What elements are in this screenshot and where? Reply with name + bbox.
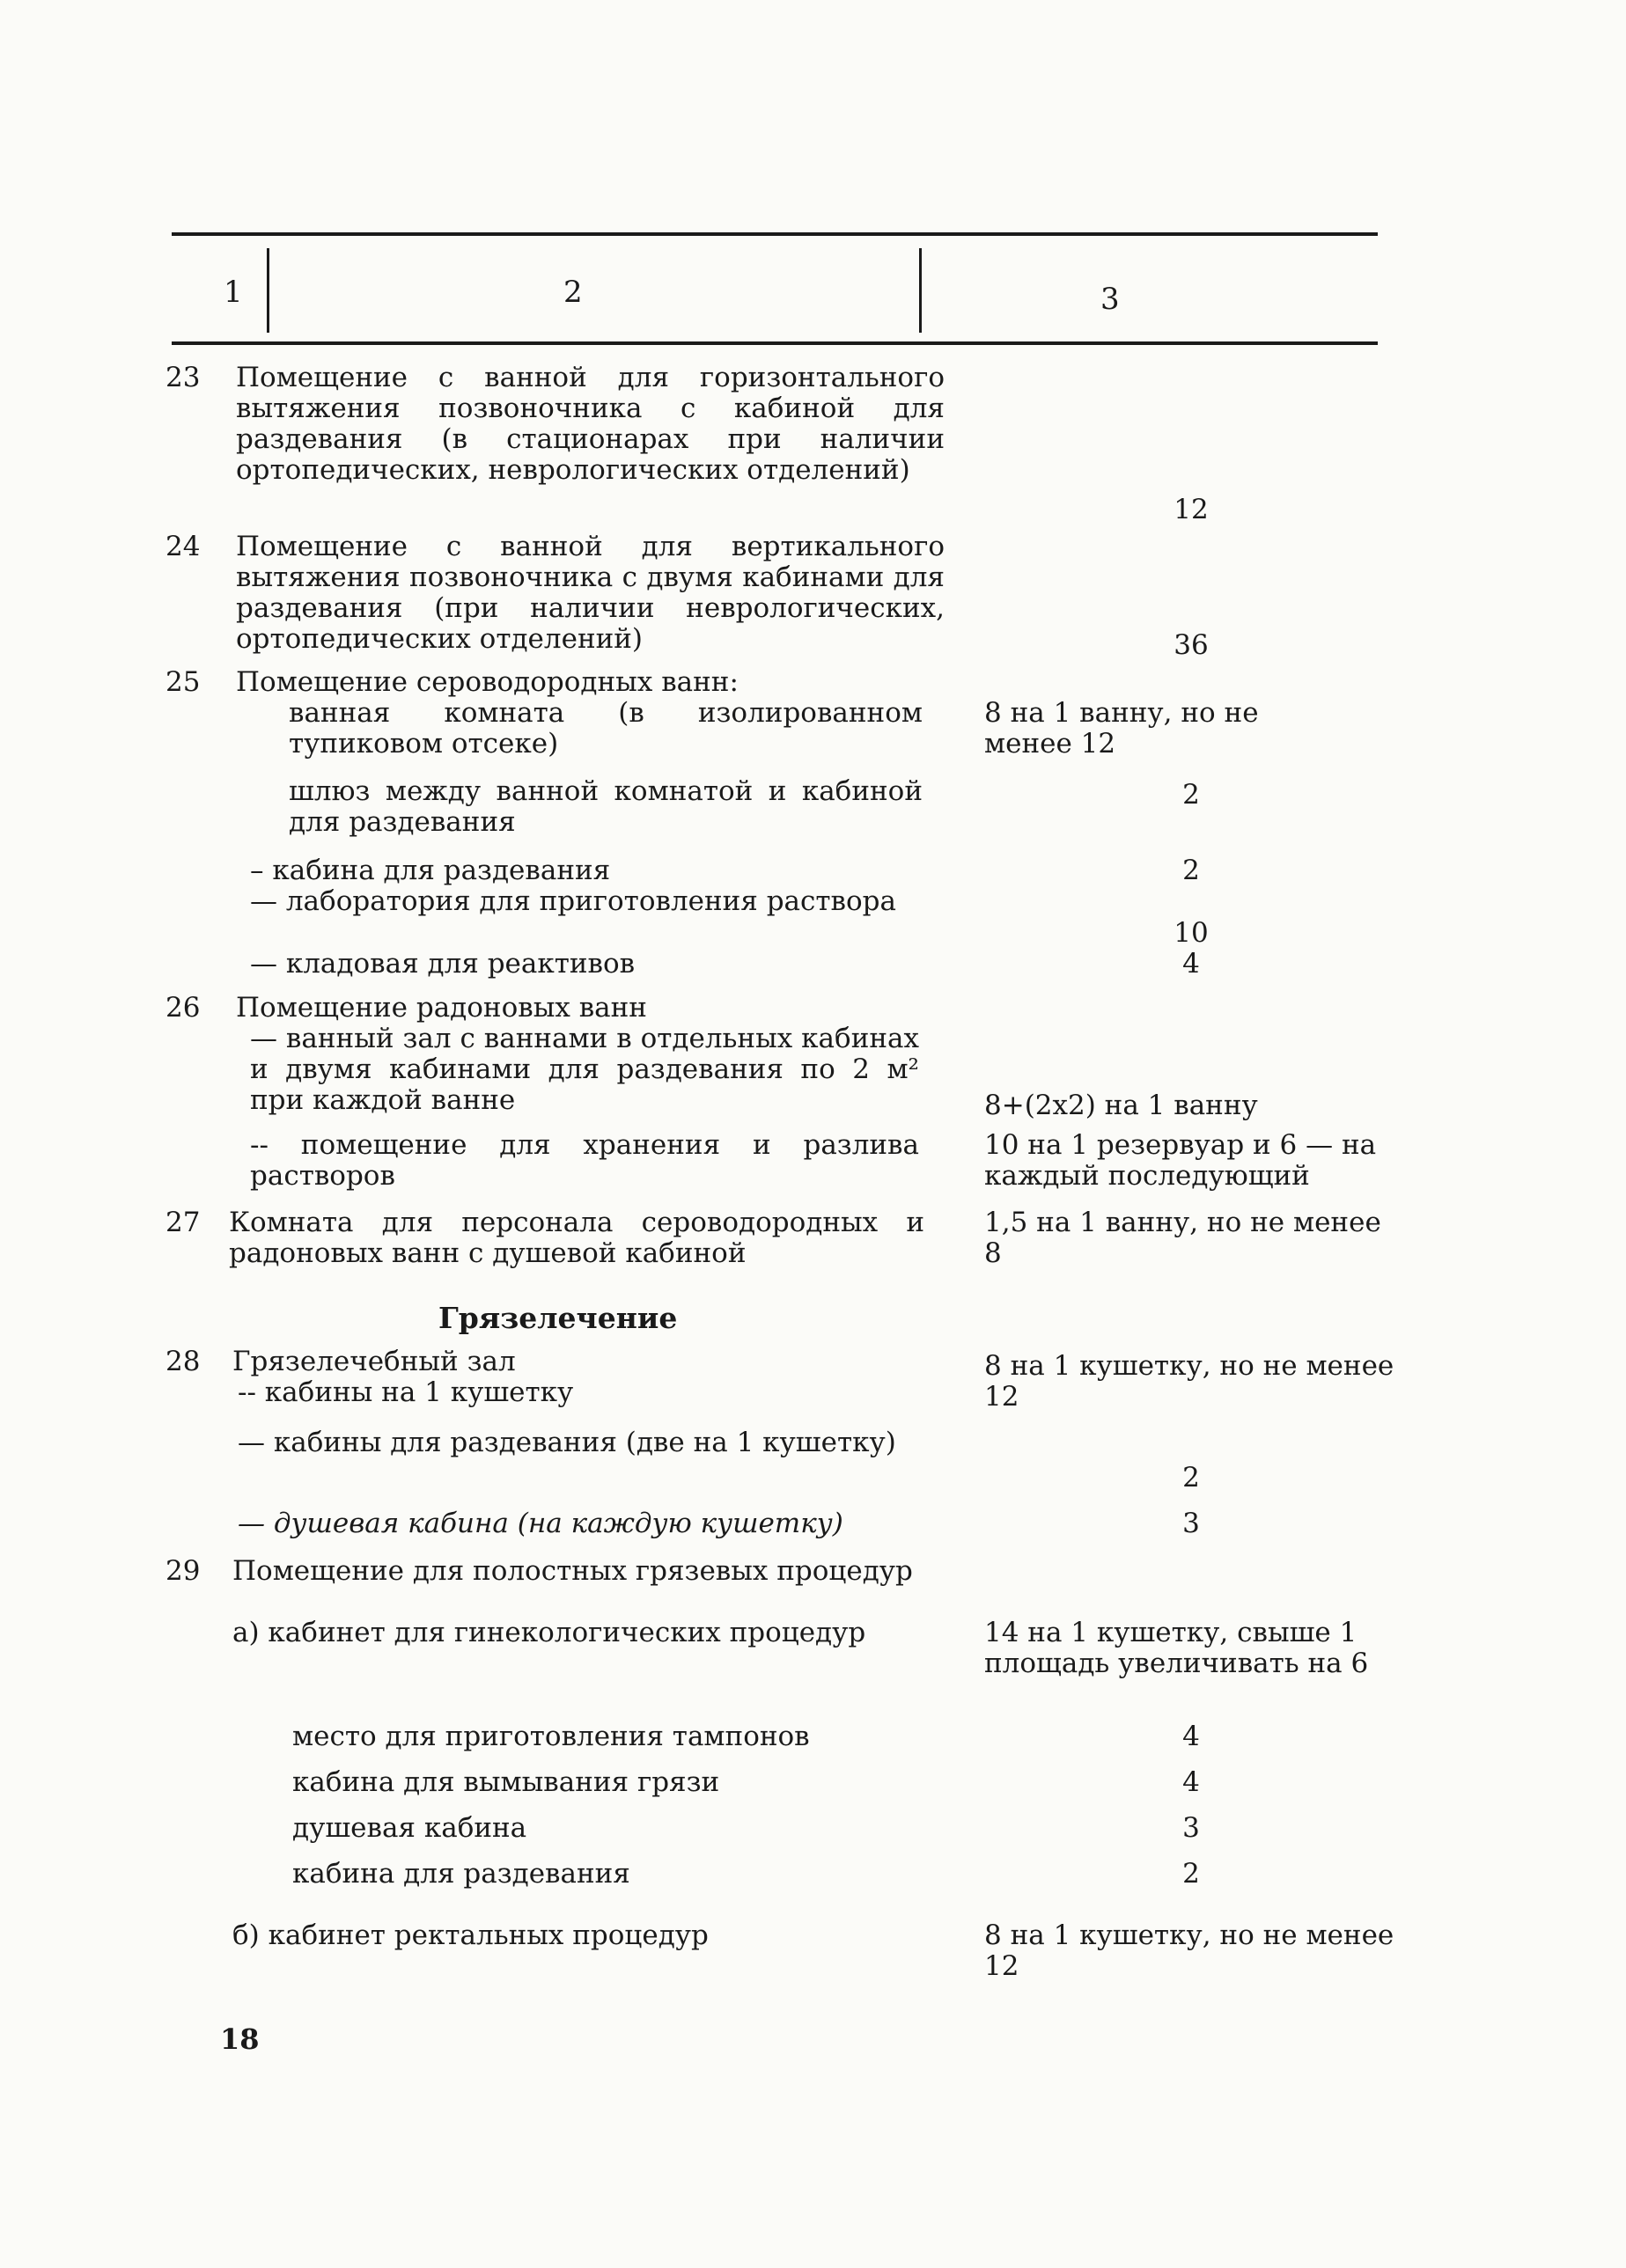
row-description: Комната для персонала сероводородных и радоновых ванн с душевой кабиной [229,1207,924,1269]
row-description: -- помещение для хранения и разлива растворов [250,1129,919,1192]
row-area: 4 [1182,948,1200,980]
row-description: — душевая кабина (на каждую кушетку) [238,1508,843,1539]
row-description: место для приготовления тампонов [292,1721,810,1752]
row-description: — кабины для раздевания (две на 1 кушетку) [238,1427,896,1458]
row-area: 8 на 1 ванну, но не менее 12 [984,697,1259,760]
header-divider-2 [919,248,922,333]
row-number: 28 [166,1346,201,1377]
row-number: 25 [166,666,201,698]
row-number: 26 [166,992,201,1024]
header-bottom-rule [172,341,1378,345]
row-description: — лаборатория для приготовления раствора [250,885,896,917]
row-number: 24 [166,531,201,562]
row-description: – кабина для раздевания [250,855,611,886]
row-area: 2 [1182,1462,1200,1494]
row-area: 8 на 1 кушетку, но не менее 12 [984,1350,1394,1413]
row-area: 8 на 1 кушетку, но не менее 12 [984,1919,1394,1982]
row-area: 10 [1174,917,1209,949]
row-description: — кладовая для реактивов [250,948,636,980]
header-col-2: 2 [563,275,583,310]
row-area: 8+(2х2) на 1 ванну [984,1090,1258,1121]
row-description: кабина для раздевания [292,1858,630,1890]
row-area: 2 [1182,1858,1200,1890]
section-title: Грязелечение [438,1301,678,1335]
row-description: Помещение с ванной для горизонтального вытяжения позвоночника с кабиной для раздевания (в стационарах при наличии ортопедических, неврологических отделений) [236,362,945,486]
row-description: — ванный зал с ваннами в отдельных кабинах и двумя кабинами для раздевания по 2 м² при каждой ванне [250,1023,919,1116]
row-description: Помещение сероводородных ванн: [236,666,739,698]
row-area: 10 на 1 резервуар и 6 — на каждый последующий [984,1129,1377,1192]
row-description: душевая кабина [292,1812,527,1844]
row-area: 36 [1174,629,1209,661]
row-number: 27 [166,1207,201,1238]
row-area: 2 [1182,779,1200,811]
row-area: 14 на 1 кушетку, свыше 1 площадь увеличивать на 6 [984,1617,1369,1679]
row-description: Грязелечебный зал [232,1346,516,1377]
row-description: кабина для вымывания грязи [292,1766,720,1798]
row-area: 2 [1182,855,1200,886]
row-description: б) кабинет ректальных процедур [232,1919,709,1951]
row-description: а) кабинет для гинекологических процедур [232,1617,866,1648]
row-description: Помещение для полостных грязевых процедур [232,1555,913,1587]
header-col-1: 1 [224,275,243,310]
row-area: 3 [1182,1508,1200,1539]
header-top-rule [172,232,1378,236]
page-number: 18 [220,2022,260,2056]
row-area: 3 [1182,1812,1200,1844]
row-description: шлюз между ванной комнатой и кабиной для раздевания [289,775,923,838]
row-number: 29 [166,1555,201,1587]
row-area: 1,5 на 1 ванну, но не менее 8 [984,1207,1381,1269]
row-description: ванная комната (в изолированном тупиковом отсеке) [289,697,923,760]
row-area: 12 [1174,494,1209,525]
header-divider-1 [267,248,269,333]
row-area: 4 [1182,1766,1200,1798]
header-col-3: 3 [1100,282,1120,317]
row-description: Помещение с ванной для вертикального вытяжения позвоночника с двумя кабинами для раздевания (при наличии неврологических, ортопедических отделений) [236,531,945,655]
row-description: -- кабины на 1 кушетку [238,1376,574,1408]
row-number: 23 [166,362,201,393]
row-description: Помещение радоновых ванн [236,992,647,1024]
row-area: 4 [1182,1721,1200,1752]
